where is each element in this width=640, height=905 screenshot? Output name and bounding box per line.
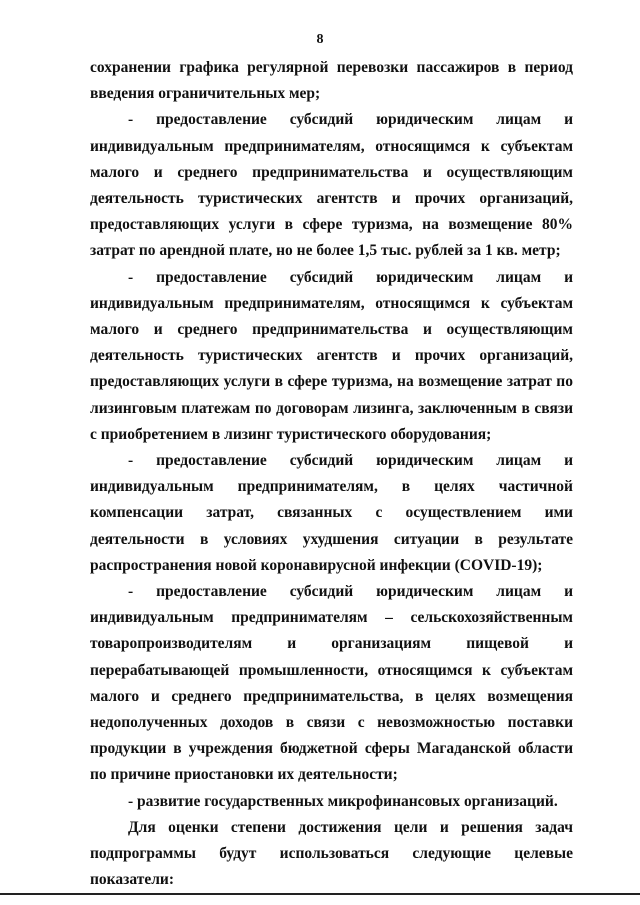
document-body xyxy=(90,55,573,894)
paragraph-agriculture-subsidy: - предоставление субсидий юридическим лицам и индивидуальным предпринимателям – сельскохозяйственным товаропроизводителям и организациям пищевой и перерабатывающей промышленности, относящимся к субъектам малого и среднего предпринимательства, в целях возмещения недополученных доходов в связи с невозможностью поставки продукции в учреждения бюджетной сферы Магаданской области по причине приостановки их деятельности; xyxy=(90,583,573,784)
bottom-rule xyxy=(0,893,640,895)
paragraph-continuation: сохранении графика регулярной перевозки пассажиров в период введения ограничительных мер; xyxy=(90,59,573,103)
paragraph-leasing-subsidy: - предоставление субсидий юридическим лицам и индивидуальным предпринимателям, относящимся к субъектам малого и среднего предпринимательства и осуществляющим деятельность туристических агентств и прочих организаций, предоставляющих услуги в сфере туризма, на возмещение затрат по лизинговым платежам по договорам лизинга, заключенным в связи с приобретением в лизинг туристического оборудования; xyxy=(90,268,573,443)
paragraph-target-indicators: Для оценки степени достижения цели и решения задач подпрограммы будут использоваться следующие целевые показатели: xyxy=(90,818,573,889)
page-number: 8 xyxy=(316,32,324,47)
paragraph-rent-subsidy: - предоставление субсидий юридическим лицам и индивидуальным предпринимателям, относящимся к субъектам малого и среднего предпринимательства и осуществляющим деятельность туристических агентств и прочих организаций, предоставляющих услуги в сфере туризма, на возмещение 80% затрат по арендной плате, но не более 1,5 тыс. рублей за 1 кв. метр; xyxy=(90,111,573,260)
paragraph-covid-subsidy: - предоставление субсидий юридическим лицам и индивидуальным предпринимателям, в целях частичной компенсации затрат, связанных с осуществлением ими деятельности в условиях ухудшения ситуации в результате распространения новой коронавирусной инфекции (COVID-19); xyxy=(90,452,573,574)
paragraph-microfinance: - развитие государственных микрофинансовых организаций. xyxy=(128,792,558,810)
